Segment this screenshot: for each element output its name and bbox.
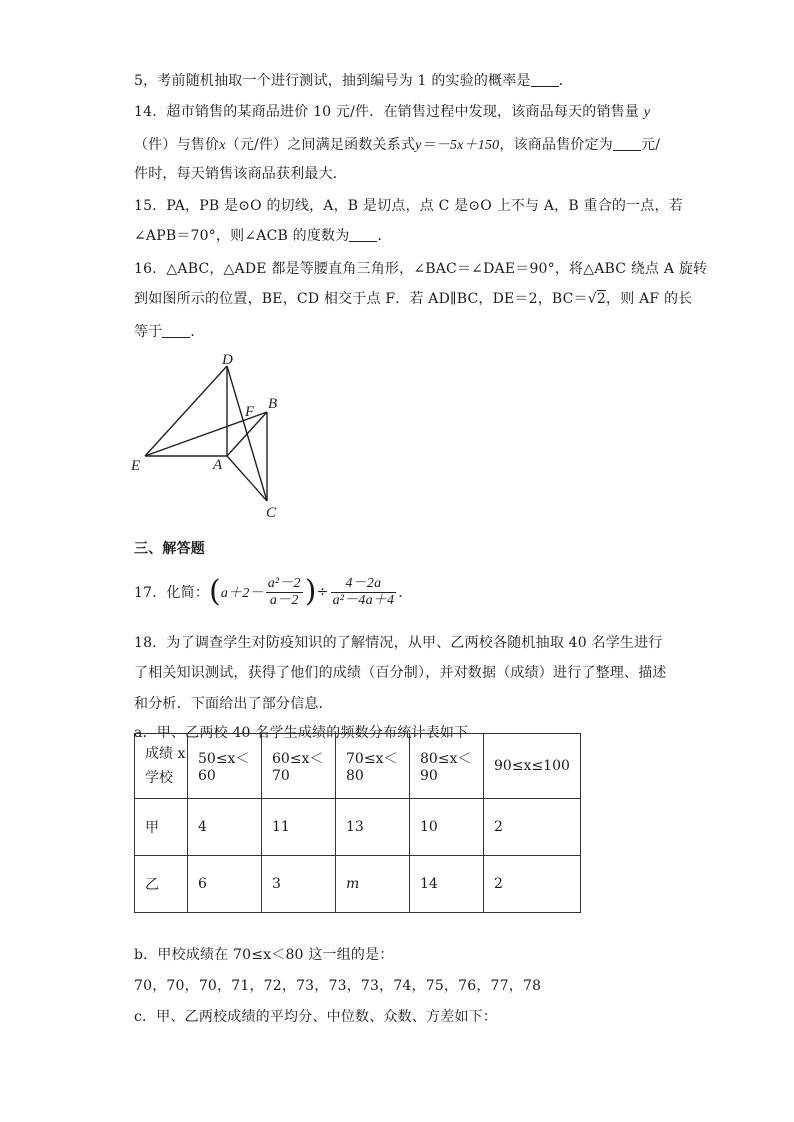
school-cell: 乙 <box>135 856 188 913</box>
q14-line3 <box>134 163 347 183</box>
q16-line1 <box>134 258 707 278</box>
q16-text3b: ． <box>190 324 205 340</box>
q17-frac2-num: 4－2a <box>331 576 397 593</box>
q17-frac1-num: a²－2 <box>267 575 301 591</box>
q15-text2a: ∠APB＝70°，则∠ACB 的度数为 <box>134 228 350 244</box>
frequency-table <box>134 733 581 913</box>
q17-line <box>134 572 412 612</box>
label-D: D <box>222 352 233 368</box>
q14-text1: 14．超市销售的某商品进价 10 元/件．在销售过程中发现，该商品每天的销售量 <box>134 104 640 120</box>
table-corner-cell <box>135 734 188 799</box>
q18-part-c: c．甲、乙两校成绩的平均分、中位数、众数、方差如下： <box>134 1009 498 1025</box>
q5-text: 5，考前随机抽取一个进行测试，抽到编号为 1 的实验的概率是 <box>134 73 531 89</box>
right-paren: ) <box>304 574 317 609</box>
q15-line2 <box>134 225 392 245</box>
q18-part-b-data: 70，70，70，71，72，73，73，73，74，75，76，77，78 <box>134 978 542 994</box>
q15-text2b: ． <box>377 228 392 244</box>
school-cell: 甲 <box>135 799 188 856</box>
table-cell: 14 <box>410 856 484 913</box>
label-A: A <box>213 457 223 473</box>
q16-text2a: 到如图所示的位置，BE，CD 相交于点 F．若 AD∥BC，DE＝2，BC＝ <box>134 291 588 307</box>
table-header-row <box>135 734 581 799</box>
table-header-cell: 90≤x≤100 <box>484 734 581 799</box>
q14-var-y: y <box>643 105 651 120</box>
table-header-cell: 50≤x＜60 <box>188 734 262 799</box>
table-cell: 2 <box>484 799 581 856</box>
q18-line2: 了相关知识测试，获得了他们的成绩（百分制），并对数据（成绩）进行了整理、描述 <box>134 665 667 681</box>
q5-blank <box>531 72 559 87</box>
table-cell: 2 <box>484 856 581 913</box>
q16-line2 <box>134 288 692 308</box>
q14-var-x: x <box>219 138 226 153</box>
q16-blank <box>162 323 190 338</box>
label-F: F <box>245 404 255 420</box>
q15-blank <box>349 227 377 242</box>
table-row <box>135 856 581 913</box>
table-header-cell: 60≤x＜70 <box>262 734 336 799</box>
q14-text3: 件时，每天销售该商品获利最大． <box>134 166 347 182</box>
q17-fraction1 <box>266 576 303 609</box>
q17-prefix: 17．化简： <box>134 585 210 601</box>
q18-line1: 18．为了调查学生对防疫知识的了解情况，从甲、乙两校各随机抽取 40 名学生进行 <box>134 635 663 651</box>
table-cell: 3 <box>262 856 336 913</box>
q16-sqrt-radicand: 2 <box>596 291 607 307</box>
table-row <box>135 799 581 856</box>
table-cell: m <box>336 856 410 913</box>
q14-formula: y＝－5x＋150 <box>415 138 500 153</box>
q14-blank <box>613 136 641 151</box>
q5-line <box>134 70 573 90</box>
q17-end: ． <box>398 585 413 601</box>
q14-line2 <box>134 134 660 154</box>
q14-text2a: （件）与售价 <box>134 137 220 153</box>
q18-part-a: a．甲、乙两校 40 名学生成绩的频数分布统计表如下 <box>134 725 469 741</box>
corner-top-label: 成绩 x <box>145 746 186 762</box>
table-cell: 10 <box>410 799 484 856</box>
q17-frac1-den: a－2 <box>269 592 299 608</box>
q16-text3a: 等于 <box>134 324 163 340</box>
corner-bottom-label: 学校 <box>145 770 173 786</box>
q14-text2b: （元/件）之间满足函数关系式 <box>225 137 416 153</box>
table-cell: 4 <box>188 799 262 856</box>
label-E: E <box>131 458 141 474</box>
sqrt-symbol: √ <box>587 291 597 307</box>
label-C: C <box>266 505 277 521</box>
q18-part-b: b．甲校成绩在 70≤x＜80 这一组的是： <box>134 947 394 963</box>
label-B: B <box>268 396 278 412</box>
q17-div: ÷ <box>316 584 329 600</box>
q16-line3 <box>134 321 205 341</box>
table-cell: 13 <box>336 799 410 856</box>
q15-text1: 15．PA，PB 是⊙O 的切线，A，B 是切点，点 C 是⊙O 上不与 A，B 重合的一点，若 <box>134 198 683 214</box>
q18-line3: 和分析．下面给出了部分信息． <box>134 696 333 712</box>
q14-line1 <box>134 101 650 121</box>
left-paren: ( <box>209 574 221 609</box>
q16-text2b: ，则 AF 的长 <box>606 291 693 307</box>
q14-text2c: ，该商品售价定为 <box>499 137 613 153</box>
q15-line1 <box>134 195 683 215</box>
q17-fraction2 <box>331 576 397 609</box>
table-cell: 6 <box>188 856 262 913</box>
table-cell: 11 <box>262 799 336 856</box>
geometry-figure <box>120 345 300 525</box>
table-header-cell: 80≤x＜90 <box>410 734 484 799</box>
section-title: 三、解答题 <box>134 541 205 557</box>
q17-frac2-den: a²－4a＋4 <box>332 592 395 608</box>
q17-term1: a＋2－ <box>220 586 264 601</box>
segment-ED <box>145 366 227 456</box>
q16-text1: 16．△ABC，△ADE 都是等腰直角三角形，∠BAC＝∠DAE＝90°，将△ABC 绕点 A 旋转 <box>134 261 708 277</box>
q14-text2d: 元/ <box>641 137 661 153</box>
table-header-cell: 70≤x＜80 <box>336 734 410 799</box>
q5-end: ． <box>558 73 573 89</box>
